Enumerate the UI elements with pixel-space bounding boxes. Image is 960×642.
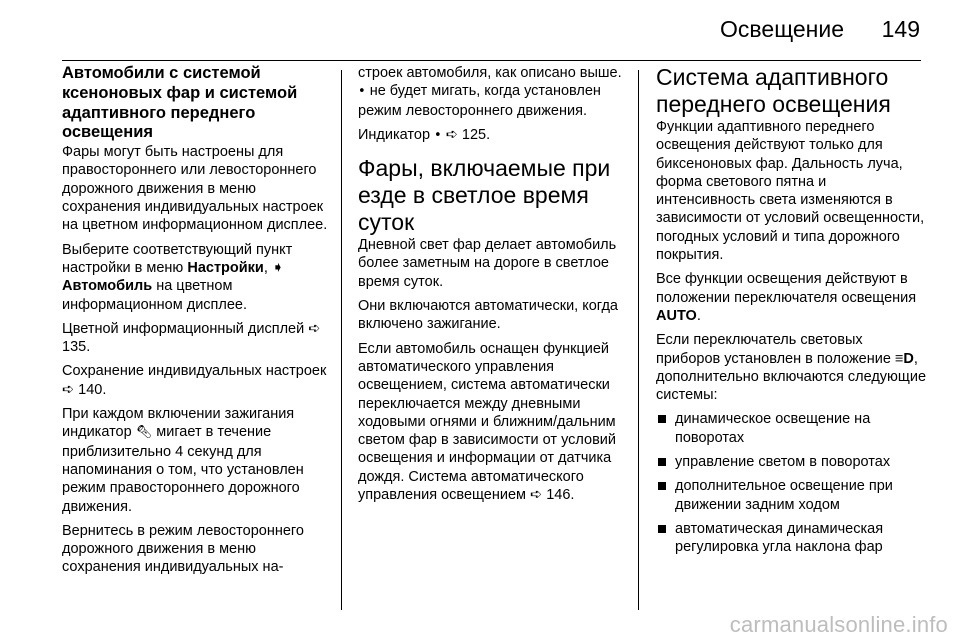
high-beam-icon: ≡D <box>894 350 914 367</box>
list-item: управление светом в поворотах <box>656 453 926 471</box>
paragraph: Цветной информационный дисплей ➪ 135. <box>62 320 321 356</box>
watermark: carmanualsonline.info <box>729 612 948 637</box>
list-item: динамическое освещение на поворотах <box>656 410 926 447</box>
feature-list <box>656 410 926 556</box>
page-title: Освещение <box>720 16 844 42</box>
page-header <box>0 0 960 62</box>
section-heading-xenon: Автомобили с системой ксеноновых фар и системой адаптивного переднего освещения <box>62 64 298 142</box>
section-heading-daytime: Фары, включаемые при езде в светлое время суток <box>358 155 611 236</box>
column-2 <box>358 64 628 510</box>
paragraph: Индикатор • ➪ 125. <box>358 126 491 143</box>
page-reference[interactable]: ➪ 146. <box>530 487 575 504</box>
paragraph: Сохранение индивидуальных настроек ➪ 140. <box>62 363 327 398</box>
bullet-square-icon <box>658 415 666 423</box>
section-heading-adaptive: Система адаптивного переднего освещения <box>656 64 891 117</box>
list-item: автоматическая динамическая регулировка угла наклона фар <box>656 520 926 557</box>
bullet-square-icon <box>658 525 666 533</box>
paragraph: Дневной свет фар делает автомобиль более заметным на дороге в светлое время суток. <box>358 237 617 290</box>
page-reference[interactable]: ➪ 125. <box>445 126 491 143</box>
list-item: дополнительное освещение при движении задним ходом <box>656 477 926 514</box>
headlight-indicator-icon: • <box>434 127 442 143</box>
page-reference[interactable]: ➪ 135. <box>62 320 321 356</box>
paragraph: Если переключатель световых приборов установлен в положение ≡D, дополнительно включаются следующие системы: <box>656 332 927 404</box>
paragraph: строек автомобиля, как описано выше. • не будет мигать, когда установлен режим левостороннего движения. <box>358 65 622 119</box>
page-reference[interactable]: ➪ 140. <box>62 381 107 398</box>
column-divider-1 <box>341 70 342 610</box>
paragraph: Они включаются автоматически, когда включено зажигание. <box>358 298 618 333</box>
bullet-square-icon <box>658 482 666 490</box>
header-divider <box>62 60 921 61</box>
headlight-indicator-icon: 🔦︎ <box>135 425 153 441</box>
paragraph: При каждом включении зажигания индикатор 🔦︎ мигает в течение приблизительно 4 секунд для напоминания о том, что установлен режим правостороннего дорожного движения. <box>62 406 304 515</box>
bullet-square-icon <box>658 458 666 466</box>
column-divider-2 <box>638 70 639 610</box>
menu-vehicle: Автомобиль <box>62 278 153 295</box>
column-1 <box>62 64 332 583</box>
menu-settings: Настройки <box>187 259 264 276</box>
paragraph: Если автомобиль оснащен функцией автоматического управления освещением, система автоматически переключается между дневными ходовыми огнями и ближним/дальним светом фар в зависимости от условий освещения и информации от датчика дождя. Система автоматического управления освещением ➪ 146. <box>358 340 616 504</box>
paragraph: Вернитесь в режим левостороннего дорожного движения в меню сохранения индивидуальных на- <box>62 522 304 576</box>
switch-position-auto: AUTO <box>656 307 697 324</box>
column-3 <box>656 64 926 563</box>
paragraph: Все функции освещения действуют в положении переключателя освещения AUTO. <box>656 271 917 324</box>
paragraph: Функции адаптивного переднего освещения действуют только для биксеноновых фар. Дальность луча, форма светового пятна и интенсивность света изменяются в зависимости от условий освещенности, погодных условий и типа дорожного покрытия. <box>656 119 925 264</box>
paragraph: Выберите соответствующий пункт настройки в меню Настройки, ➧ Автомобиль на цветном информационном дисплее. <box>62 241 293 313</box>
page-number: 149 <box>881 16 920 42</box>
paragraph: Фары могут быть настроены для правостороннего или левостороннего дорожного движения в меню сохранения индивидуальных настроек на цветном информационном дисплее. <box>62 144 328 234</box>
headlight-indicator-icon: • <box>358 84 366 100</box>
